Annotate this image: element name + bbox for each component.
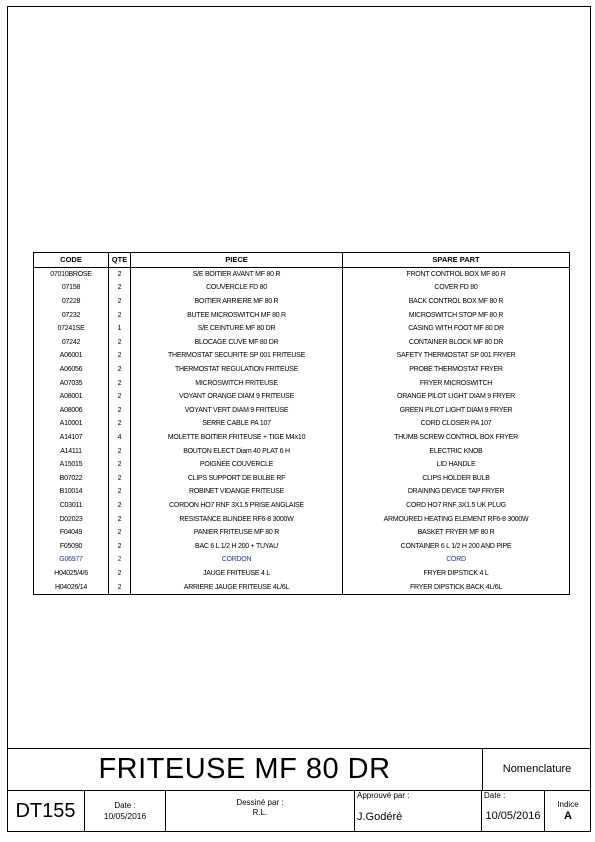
cell-code: A08001 — [34, 390, 109, 404]
cell-piece: CORDON — [131, 553, 343, 567]
cell-piece: THERMOSTAT REGULATION FRITEUSE — [131, 363, 343, 377]
table-row — [34, 499, 570, 513]
header-code: CODE — [34, 253, 109, 268]
cell-spare-part: PROBE THERMOSTAT FRYER — [343, 363, 570, 377]
cell-piece: VOYANT ORANGE DIAM 9 FRITEUSE — [131, 390, 343, 404]
table-row — [34, 404, 570, 418]
cell-code: F04049 — [34, 526, 109, 540]
index-cell — [545, 790, 591, 832]
cell-qte: 2 — [109, 444, 131, 458]
cell-qte: 2 — [109, 308, 131, 322]
table-row — [34, 526, 570, 540]
cell-spare-part: FRONT CONTROL BOX MF 80 R — [343, 267, 570, 281]
cell-qte: 2 — [109, 539, 131, 553]
cell-qte: 2 — [109, 417, 131, 431]
title-block-info-row — [7, 790, 591, 832]
cell-qte: 2 — [109, 499, 131, 513]
cell-code: 07010BROSE — [34, 267, 109, 281]
cell-piece: VOYANT VERT DIAM 9 FRITEUSE — [131, 404, 343, 418]
cell-spare-part: GREEN PILOT LIGHT DIAM 9 FRYER — [343, 404, 570, 418]
cell-spare-part: DRAINING DEVICE TAP FRYER — [343, 485, 570, 499]
cell-code: A14111 — [34, 444, 109, 458]
nomenclature-label: Nomenclature — [502, 763, 572, 775]
cell-piece: PANIER FRITEUSE MF 80 R — [131, 526, 343, 540]
approval-date-value: 10/05/2016 — [485, 810, 541, 822]
cell-spare-part: CASING WITH FOOT MF 80 DR — [343, 322, 570, 336]
drawn-by-label: Dessiné par : — [236, 798, 284, 807]
approval-date-cell — [482, 790, 545, 832]
table-row — [34, 417, 570, 431]
cell-code: B10014 — [34, 485, 109, 499]
approved-by-value: J.Godéré — [357, 811, 403, 823]
cell-piece: ROBINET VIDANGE FRITEUSE — [131, 485, 343, 499]
table-row — [34, 308, 570, 322]
cell-qte: 2 — [109, 580, 131, 594]
cell-piece: S/E BOITIER AVANT MF 80 R — [131, 267, 343, 281]
date-cell — [85, 790, 166, 832]
cell-code: A10001 — [34, 417, 109, 431]
cell-piece: BAC 6 L 1/2 H 200 + TUYAU — [131, 539, 343, 553]
cell-spare-part: CORD HO7 RNF 3X1.5 UK PLUG — [343, 499, 570, 513]
cell-code: 07158 — [34, 281, 109, 295]
table-row — [34, 363, 570, 377]
cell-qte: 1 — [109, 322, 131, 336]
cell-qte: 2 — [109, 281, 131, 295]
cell-piece: SERRE CABLE PA 107 — [131, 417, 343, 431]
cell-spare-part: COVER FD 80 — [343, 281, 570, 295]
cell-piece: BUTEE MICROSWITCH MF 80 R — [131, 308, 343, 322]
cell-code: F05090 — [34, 539, 109, 553]
index-label: Indice — [557, 800, 579, 809]
cell-qte: 2 — [109, 295, 131, 309]
document-number: DT155 — [7, 790, 85, 832]
table-row-highlighted — [34, 553, 570, 567]
table-row — [34, 390, 570, 404]
title-cell — [7, 748, 483, 790]
table-row — [34, 267, 570, 281]
table-row — [34, 472, 570, 486]
document-title: FRITEUSE MF 80 DR — [98, 752, 391, 785]
cell-piece: THERMOSTAT SECURITE SP 001 FRITEUSE — [131, 349, 343, 363]
cell-code: A06001 — [34, 349, 109, 363]
cell-spare-part: BASKET FRYER MF 80 R — [343, 526, 570, 540]
cell-code: A08006 — [34, 404, 109, 418]
cell-qte: 2 — [109, 336, 131, 350]
table-row — [34, 349, 570, 363]
cell-qte: 2 — [109, 512, 131, 526]
cell-spare-part: FRYER MICROSWITCH — [343, 376, 570, 390]
cell-code: A14107 — [34, 431, 109, 445]
cell-code: A15015 — [34, 458, 109, 472]
table-row — [34, 539, 570, 553]
table-header-row — [34, 253, 570, 268]
cell-spare-part: CONTAINER 6 L 1/2 H 200 AND PIPE — [343, 539, 570, 553]
table-row — [34, 322, 570, 336]
cell-spare-part: CORD CLOSER PA 107 — [343, 417, 570, 431]
parts-table — [33, 252, 570, 595]
table-row — [34, 281, 570, 295]
cell-piece: BLOCAGE CUVE MF 80 DR — [131, 336, 343, 350]
cell-spare-part: BACK CONTROL BOX MF 80 R — [343, 295, 570, 309]
header-qte: QTE — [109, 253, 131, 268]
cell-qte: 2 — [109, 363, 131, 377]
cell-piece: S/E CEINTURE MF 80 DR — [131, 322, 343, 336]
cell-spare-part: ELECTRIC KNOB — [343, 444, 570, 458]
date-label: Date : — [114, 801, 136, 810]
cell-spare-part: ORANGE PILOT LIGHT DIAM 9 FRYER — [343, 390, 570, 404]
cell-spare-part: CLIPS HOLDER BULB — [343, 472, 570, 486]
date-value: 10/05/2016 — [103, 811, 147, 821]
cell-piece: CORDON HO7 RNF 3X1.5 PRISE ANGLAISE — [131, 499, 343, 513]
cell-piece: BOUTON ELECT Diam 40 PLAT 6 H — [131, 444, 343, 458]
approved-by-cell — [355, 790, 482, 832]
cell-code: 07241SE — [34, 322, 109, 336]
table-row — [34, 485, 570, 499]
parts-table-body — [34, 267, 570, 594]
cell-piece: JAUGE FRITEUSE 4 L — [131, 567, 343, 581]
cell-piece: CLIPS SUPPORT DE BULBE RF — [131, 472, 343, 486]
cell-spare-part: LID HANDLE — [343, 458, 570, 472]
cell-qte: 2 — [109, 376, 131, 390]
table-row — [34, 512, 570, 526]
cell-code: H04026/14 — [34, 580, 109, 594]
cell-qte: 2 — [109, 404, 131, 418]
cell-qte: 2 — [109, 567, 131, 581]
cell-piece: RESISTANCE BLINDEE RF6-8 3000W — [131, 512, 343, 526]
drawn-by-value: R.L. — [252, 808, 268, 817]
table-row — [34, 376, 570, 390]
table-row — [34, 336, 570, 350]
table-row — [34, 458, 570, 472]
cell-spare-part: SAFETY THERMOSTAT SP 001 FRYER — [343, 349, 570, 363]
table-row — [34, 431, 570, 445]
approved-by-label: Approuvé par : — [357, 791, 410, 800]
header-piece: PIECE — [131, 253, 343, 268]
cell-code: 07228 — [34, 295, 109, 309]
cell-qte: 2 — [109, 267, 131, 281]
cell-qte: 2 — [109, 472, 131, 486]
table-row — [34, 567, 570, 581]
cell-code: A06056 — [34, 363, 109, 377]
cell-spare-part: MICROSWITCH STOP MF 80 R — [343, 308, 570, 322]
cell-code: 07232 — [34, 308, 109, 322]
cell-piece: BOITIER ARRIERE MF 80 R — [131, 295, 343, 309]
table-row — [34, 580, 570, 594]
index-value: A — [564, 810, 572, 822]
cell-code: C03011 — [34, 499, 109, 513]
cell-spare-part: CONTAINER BLOCK MF 80 DR — [343, 336, 570, 350]
cell-spare-part: FRYER DIPSTICK BACK 4L/6L — [343, 580, 570, 594]
cell-qte: 2 — [109, 390, 131, 404]
cell-spare-part: CORD — [343, 553, 570, 567]
cell-code: B07022 — [34, 472, 109, 486]
cell-qte: 2 — [109, 349, 131, 363]
table-row — [34, 295, 570, 309]
table-row — [34, 444, 570, 458]
drawn-by-cell — [166, 790, 355, 832]
cell-spare-part: FRYER DIPSTICK 4 L — [343, 567, 570, 581]
cell-qte: 2 — [109, 485, 131, 499]
cell-qte: 2 — [109, 526, 131, 540]
cell-piece: MICROSWITCH FRITEUSE — [131, 376, 343, 390]
cell-piece: MOLETTE BOITIER FRITEUSE + TIGE M4x10 — [131, 431, 343, 445]
header-spare-part: SPARE PART — [343, 253, 570, 268]
cell-code: A07035 — [34, 376, 109, 390]
approval-date-label: Date : — [484, 791, 506, 800]
cell-qte: 4 — [109, 431, 131, 445]
cell-piece: COUVERCLE FD 80 — [131, 281, 343, 295]
cell-code: 07242 — [34, 336, 109, 350]
cell-qte: 2 — [109, 458, 131, 472]
cell-spare-part: THUMB SCREW CONTROL BOX FRYER — [343, 431, 570, 445]
cell-spare-part: ARMOURED HEATING ELEMENT RF6-8 3000W — [343, 512, 570, 526]
cell-qte: 2 — [109, 553, 131, 567]
cell-piece: ARRIERE JAUGE FRITEUSE 4L/6L — [131, 580, 343, 594]
cell-code: G06977 — [34, 553, 109, 567]
cell-piece: POIGNEE COUVERCLE — [131, 458, 343, 472]
cell-code: H04025/4/6 — [34, 567, 109, 581]
cell-code: D02023 — [34, 512, 109, 526]
